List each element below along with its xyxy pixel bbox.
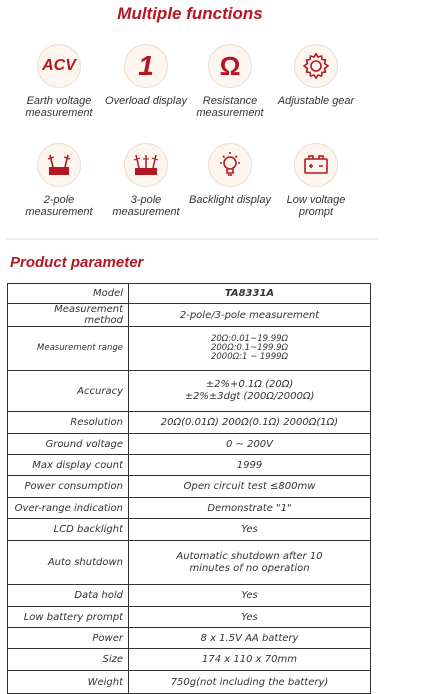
lightbulb-icon — [208, 143, 252, 187]
param-key: Max display count — [8, 455, 129, 476]
overload-icon: 1 — [124, 44, 168, 88]
battery-icon — [294, 143, 338, 187]
table-row — [8, 585, 371, 607]
feature-label: 2-pole measurement — [25, 194, 93, 218]
param-value: Open circuit test ≤800mw — [129, 476, 371, 498]
param-key: Measurement range — [8, 327, 129, 371]
feature-three-pole — [100, 143, 192, 218]
param-key: LCD backlight — [8, 519, 129, 541]
table-row — [8, 304, 371, 327]
param-value: Yes — [129, 607, 371, 628]
feature-label: Backlight display — [189, 194, 271, 206]
param-value: 20Ω:0.01~19.99Ω 200Ω:0.1~199.9Ω 2000Ω:1 ~ 1999Ω — [129, 327, 371, 371]
param-key: Weight — [8, 671, 129, 694]
table-row — [8, 628, 371, 649]
table-row — [8, 327, 371, 371]
feature-label: Overload display — [105, 95, 187, 107]
param-key: Data hold — [8, 585, 129, 607]
functions-section — [0, 0, 447, 238]
table-row — [8, 519, 371, 541]
param-value: 1999 — [129, 455, 371, 476]
feature-label: Low voltage prompt — [286, 194, 346, 218]
param-value: 8 x 1.5V AA battery — [129, 628, 371, 649]
table-row — [8, 371, 371, 412]
param-value: Automatic shutdown after 10 minutes of no operation — [129, 541, 371, 585]
product-parameter-title: Product parameter — [10, 254, 144, 271]
param-key: Measurement method — [8, 304, 129, 327]
table-row — [8, 434, 371, 455]
param-key: Low battery prompt — [8, 607, 129, 628]
table-row — [8, 541, 371, 585]
param-key: Power consumption — [8, 476, 129, 498]
parameter-table — [7, 283, 371, 694]
feature-two-pole — [13, 143, 105, 218]
table-row — [8, 412, 371, 434]
table-row — [8, 649, 371, 671]
feature-low-voltage — [270, 143, 362, 218]
feature-resistance — [184, 44, 276, 119]
param-value: Yes — [129, 519, 371, 541]
feature-label: 3-pole measurement — [112, 194, 180, 218]
table-row — [8, 455, 371, 476]
param-value: ±2%+0.1Ω (20Ω) ±2%±3dgt (200Ω/2000Ω) — [129, 371, 371, 412]
param-key: Over-range indication — [8, 498, 129, 519]
gear-icon — [294, 44, 338, 88]
feature-backlight — [184, 143, 276, 206]
param-value: 2-pole/3-pole measurement — [129, 304, 371, 327]
section-divider — [6, 238, 378, 240]
param-value: Demonstrate "1" — [129, 498, 371, 519]
param-value: 174 x 110 x 70mm — [129, 649, 371, 671]
param-value: 20Ω(0.01Ω) 200Ω(0.1Ω) 2000Ω(1Ω) — [129, 412, 371, 434]
param-value: TA8331A — [129, 284, 371, 304]
table-row — [8, 284, 371, 304]
param-value: Yes — [129, 585, 371, 607]
param-value: 0 ~ 200V — [129, 434, 371, 455]
feature-gear — [270, 44, 362, 107]
two-pole-icon — [37, 143, 81, 187]
functions-title: Multiple functions — [117, 4, 263, 23]
three-pole-icon — [124, 143, 168, 187]
table-row — [8, 476, 371, 498]
table-row — [8, 671, 371, 694]
param-key: Resolution — [8, 412, 129, 434]
feature-label: Resistance measurement — [196, 95, 264, 119]
param-key: Power — [8, 628, 129, 649]
table-row — [8, 498, 371, 519]
param-key: Model — [8, 284, 129, 304]
feature-label: Earth voltage measurement — [25, 95, 93, 119]
param-key: Size — [8, 649, 129, 671]
feature-earth-voltage — [13, 44, 105, 119]
table-row — [8, 607, 371, 628]
feature-overload — [100, 44, 192, 107]
param-key: Auto shutdown — [8, 541, 129, 585]
ohm-icon: Ω — [208, 44, 252, 88]
feature-label: Adjustable gear — [277, 95, 355, 107]
param-value: 750g(not including the battery) — [129, 671, 371, 694]
param-key: Ground voltage — [8, 434, 129, 455]
acv-icon: ACV — [37, 44, 81, 88]
param-key: Accuracy — [8, 371, 129, 412]
